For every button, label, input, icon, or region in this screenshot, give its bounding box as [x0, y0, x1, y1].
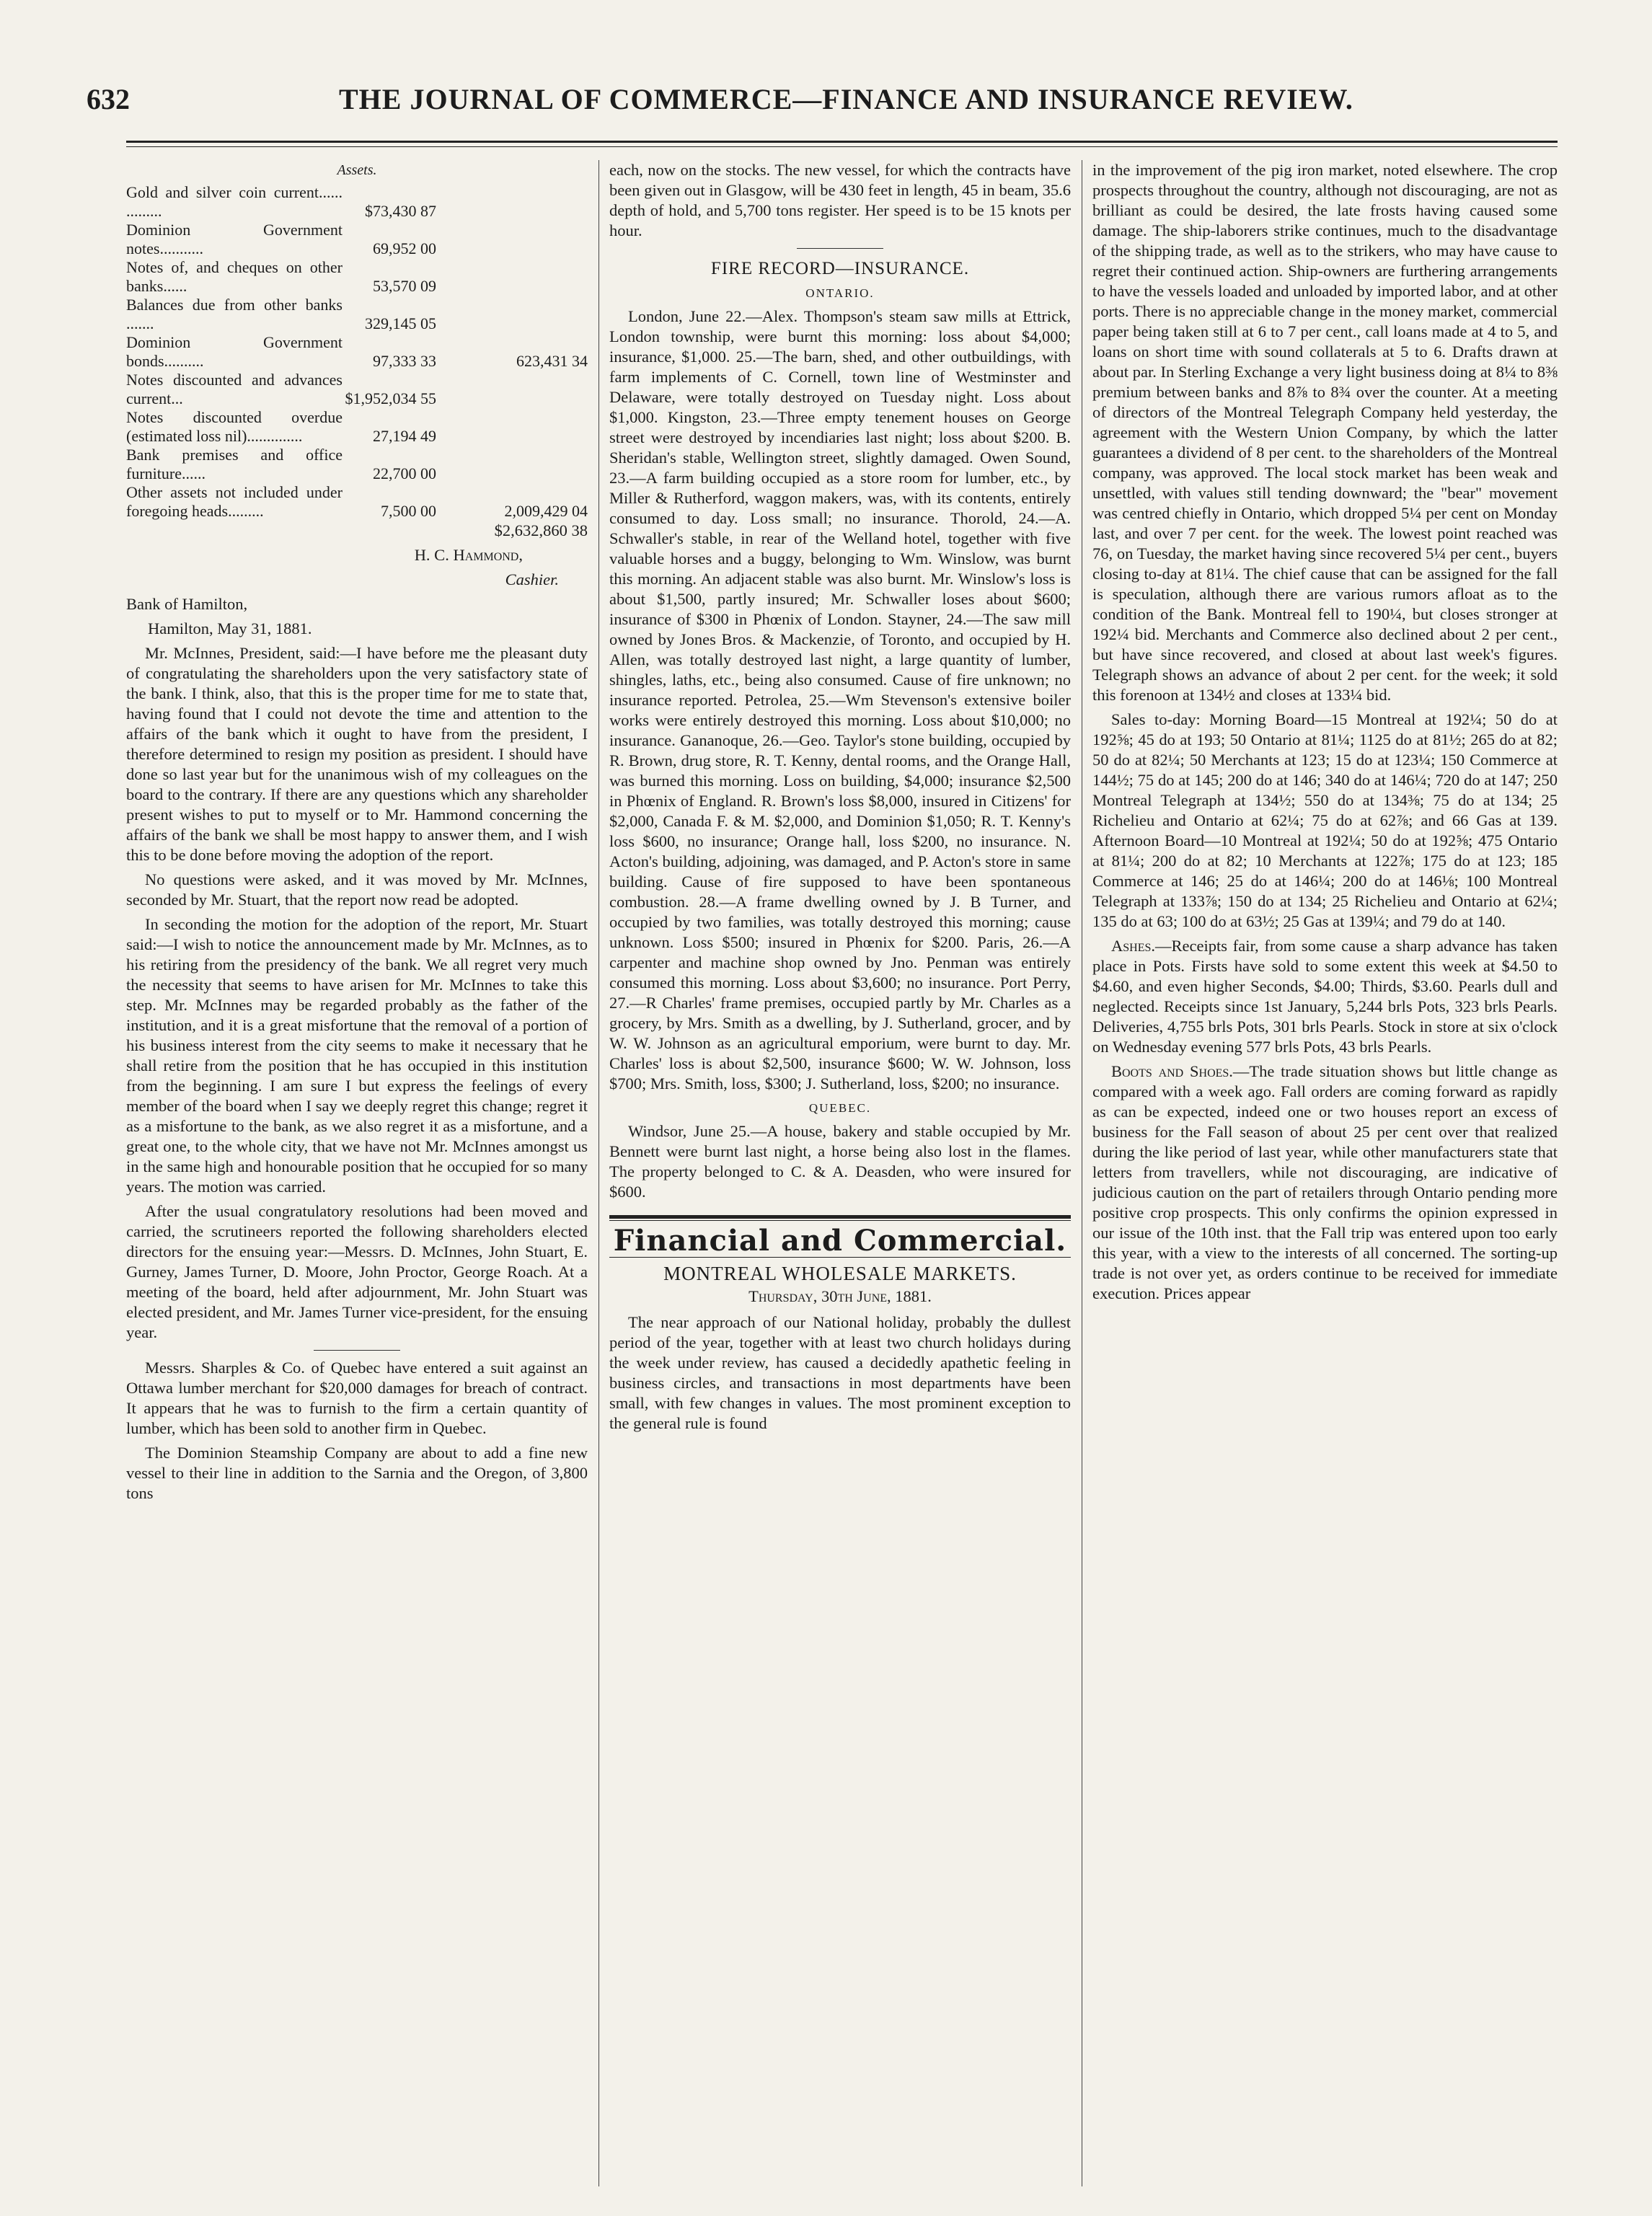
table-row — [126, 333, 588, 371]
paragraph-dominion: The Dominion Steamship Company are about to add a fine new vessel to their line in addition to the Sarnia and the Oregon, of 3,800 tons — [126, 1444, 588, 1502]
asset-amount: 97,333 33 — [373, 352, 436, 370]
asset-amount: 7,500 00 — [381, 502, 436, 520]
page-header — [87, 78, 1572, 128]
paragraph-boots — [1092, 1061, 1558, 1304]
table-row — [126, 408, 588, 446]
subsection-ontario: ONTARIO. — [805, 286, 875, 300]
asset-label: Notes discounted overdue (estimated loss nil).............. — [126, 408, 343, 445]
section-divider — [797, 248, 883, 249]
signer-title: Cashier. — [505, 570, 559, 588]
boots-text: —The trade situation shows but little change as compared with a week ago. Fall orders are coming forward as rapidly as can be expected, indeed one or two houses report an excess of business for the Fall season of about 25 per cent over that realized during the like period of last year, while other manufacturers state that letters from travellers, while not discouraging, are indicative of judicious caution on the part of retailers through Ontario pending more positive crop prospects. This only confirms the opinion expressed in our issue of the 10th inst. that the Fall trip was entered upon too early this year, with a view to the interests of all concerned. The sorting-up trade is not over yet, as orders continue to be received for immediate execution. Prices appear — [1092, 1062, 1558, 1302]
table-row — [126, 483, 588, 521]
section-banner-financial: Financial and Commercial. — [613, 1224, 1067, 1258]
paragraph-ashes — [1092, 936, 1558, 1057]
header-rule-thin — [126, 146, 1558, 147]
assets-table — [126, 183, 588, 521]
section-title-fire-record: FIRE RECORD—INSURANCE. — [710, 259, 970, 278]
asset-amount: 22,700 00 — [373, 464, 436, 482]
asset-label: Balances due from other banks ....... — [126, 296, 343, 332]
asset-subtotal: 623,431 34 — [516, 352, 588, 370]
asset-label: Bank premises and office furniture...... — [126, 446, 343, 482]
signer-name: H. C. Hammond, — [414, 546, 523, 564]
table-row — [126, 446, 588, 483]
paragraph-continuation: in the improvement of the pig iron market, noted elsewhere. The crop prospects throughout the country, although not discouraging, are not as brilliant as could be desired, the late frosts having caused some damage. The ship-laborers strike continues, much to the disadvantage of the shipping trade, as well as to the strikers, who may have cause to regret their continued action. Ship-owners are furthering arrangements to have the vessels loaded and unloaded by imported labor, and at other ports. There is no appreciable change in the money market, commercial paper being taken still at 6 to 7 per cent., call loans made at 4 to 5, and loans on short time with sound collaterals at 5 to 6. Drafts drawn at about par. In Sterling Exchange a very light business doing at 8¼ to 8⅜ premium between banks and 8⅞ to 8¾ over the counter. At a meeting of directors of the Montreal Telegraph Company held yesterday, the agreement with the Western Union Company, by which the latter guarantees a dividend of 8 per cent. to the shareholders of the Montreal company, was approved. The local stock market has been weak and unsettled, with values still tending downward; the "bear" movement was centred chiefly in Ontario, which dropped 5¼ per cent on Monday last, and over 7 per cent. for the week. The lowest point reached was 76, on Tuesday, the market having since recovered 5¼ per cent., buyers closing to-day at 81¼. The chief cause that can be assigned for the fall is speculation, although there are various rumors afloat as to the condition of the Bank. Montreal fell to 190¼, but closes stronger at 192¼ bid. Merchants and Commerce also declined about 2 per cent., but have since recovered, and closed at about last week's figures. Telegraph shows an advance of about 2 per cent. for the week; it sold this forenoon at 134½ and closes at 133¼ bid. — [1092, 161, 1558, 704]
dateline-bank: Bank of Hamilton, — [126, 595, 248, 613]
paragraph-quebec: Windsor, June 25.—A house, bakery and stable occupied by Mr. Bennett were burnt last night, a horse being also lost in the flames. The property belonged to C. & A. Deasden, who were insured for $600. — [609, 1122, 1071, 1201]
paragraph: Mr. McInnes, President, said:—I have before me the pleasant duty of congratulating the shareholders upon the very satisfactory state of the bank. I think, also, that this is the proper time for me to state that, having found that I could not devote the time and attention to the affairs of the bank which it ought to have from the president, I therefore determined to resign my position as president. I should have done so last year but for the unanimous wish of my colleagues on the board to the contrary. If there are any questions which any shareholder present wishes to put to myself or to Mr. Hammond concerning the affairs of the bank we shall be most happy to answer them, and I wish this to be done before moving the adoption of the report. — [126, 644, 588, 864]
paragraph-sales: Sales to-day: Morning Board—15 Montreal at 192¼; 50 do at 192⅝; 45 do at 193; 50 Ontario at 81¼; 1125 do at 81½; 265 do at 82; 50 do at 82¼; 50 Merchants at 123; 15 do at 123¼; 150 Commerce at 144½; 75 do at 145; 200 do at 146; 340 do at 146¼; 720 do at 147; 250 Montreal Telegraph at 134½; 550 do at 134⅜; 75 do at 134; 25 Richelieu and Ontario at 62¼; 75 do at 62⅞; and 66 Gas at 139. Afternoon Board—10 Montreal at 192¼; 50 do at 192⅝; 475 Ontario at 81¼; 200 do at 82; 10 Merchants at 122⅞; 175 do at 123; 185 Commerce at 146; 25 do at 146¼; 200 do at 146⅛; 100 Montreal Telegraph at 133⅞; 150 do at 134; 25 Richelieu and Ontario at 62¼; 135 do at 63; 100 do at 63½; 25 Gas at 139¼; and 79 do at 140. — [1092, 710, 1558, 930]
asset-label: Notes of, and cheques on other banks...... — [126, 258, 343, 295]
markets-date: Thursday, 30th June, 1881. — [748, 1287, 932, 1305]
paragraph: After the usual congratulatory resolutions had been moved and carried, the scrutineers reported the following shareholders elected directors for the ensuing year:—Messrs. D. McInnes, John Stuart, E. Gurney, James Turner, D. Moore, John Proctor, George Roach. At a meeting of the board, held after adjournment, Mr. John Stuart was elected president, and Mr. James Turner vice-president, for the ensuing year. — [126, 1202, 588, 1341]
paragraph-sharples: Messrs. Sharples & Co. of Quebec have entered a suit against an Ottawa lumber merchant for $20,000 damages for breach of contract. It appears that he was to furnish to the firm a certain quantity of lumber, which has been sold to another firm in Quebec. — [126, 1359, 588, 1437]
asset-label: Dominion Government bonds.......... — [126, 333, 343, 370]
asset-subtotal: 2,009,429 04 — [504, 502, 588, 520]
ashes-text: —Receipts fair, from some cause a sharp advance has taken place in Pots. Firsts have sold to some extent this week at $4.50 to $4.60, and even higher Seconds, $4.00; Thirds, $3.60. Pearls dull and neglected. Receipts since 1st January, 5,244 brls Pots, 323 brls Pearls. Deliveries, 4,755 brls Pots, 301 brls Pearls. Stock in store at six o'clock on Wednesday evening 577 brls Pots, 43 brls Pearls. — [1092, 937, 1558, 1056]
assets-title: Assets. — [337, 162, 377, 178]
asset-amount: 27,194 49 — [373, 427, 436, 445]
table-row — [126, 183, 588, 221]
paragraph-continuation: each, now on the stocks. The new vessel, for which the contracts have been given out in Glasgow, will be 430 feet in length, 45 in beam, 35.6 depth of hold, and 5,700 tons register. Her speed is to be 15 knots per hour. — [609, 161, 1071, 239]
asset-amount: 53,570 09 — [373, 277, 436, 295]
asset-amount: $1,952,034 55 — [345, 389, 436, 407]
asset-amount: $73,430 87 — [365, 202, 436, 220]
asset-label: Gold and silver coin current...... ......... — [126, 183, 343, 220]
asset-amount: 69,952 00 — [373, 239, 436, 257]
paragraph-ontario: London, June 22.—Alex. Thompson's steam saw mills at Ettrick, London township, were burnt this morning: loss about $4,000; insurance, $1,000. 25.—The barn, shed, and other outbuildings, with farm implements of C. Cornell, town line of Westminster and Delaware, were totally destroyed on Tuesday night. Loss about $1,000. Kingston, 23.—Three empty tenement houses on George street were destroyed by incendiaries last night; loss about $200. B. Sheridan's stable, Wellington street, slightly damaged. Owen Sound, 23.—A farm building occupied as a store room for lumber, etc., by Miller & Rutherford, waggon makers, was, with its contents, entirely consumed to day. Loss small; no insurance. Thorold, 24.—A. Schwaller's stable, in rear of the Welland hotel, together with five valuable horses and a buggy, belonging to Wm. Winslow, was burnt this morning. An adjacent stable was also burnt. Mr. Winslow's loss is about $1,500, partly insured; Mr. Schwaller loses about $600; insurance of $300 in Phœnix of London. Stayner, 24.—The saw mill owned by Jones Bros. & Mackenzie, of Toronto, and occupied by H. Allen, was totally destroyed last night, a large quantity of lumber, shingles, laths, etc., being also consumed. Cause of fire unknown; no insurance reported. Petrolea, 25.—Wm Stevenson's extensive boiler works were entirely destroyed this morning. Loss about $10,000; no insurance. Gananoque, 26.—Geo. Taylor's stone building, occupied by R. Brown, drug store, R. T. Kenny, dental rooms, and the Orange Hall, was burned this morning. Loss on building, $4,000; insurance $2,500 in Phœnix of England. R. Brown's loss $8,000, insured in Citizens' for $2,000, Canada F. & M. $2,000, and Dominion $1,050; R. T. Kenny's loss $600, no insurance; Orange hall, loss $200, no insurance. N. Acton's building, adjoining, was damaged, and P. Acton's store in same building. Cause of fire supposed to have been spontaneous combustion. 28.—A frame dwelling owned by J. B Turner, and occupied by two families, was totally destroyed this morning; cause unknown. Loss $500; insured in Phœnix for $200. Paris, 26.—A carpenter and machine shop owned by Jno. Penman was entirely consumed this morning. Loss about $3,600; no insurance. Port Perry, 27.—R Charles' frame premises, occupied partly by Mr. Charles as a grocery, by Mrs. Smith as a dwelling, by J. Sutherland, grocer, and by W. W. Johnson as an agricultural emporium, were burnt to day. Mr. Charles' loss is about $2,500, insurance $600; W. W. Johnson, loss $700; Mrs. Smith, loss, $300; J. Sutherland, loss, $200; no insurance. — [609, 307, 1071, 1092]
banner-rule — [609, 1215, 1071, 1219]
asset-amount: 329,145 05 — [365, 314, 436, 332]
column-2 — [609, 160, 1071, 2197]
table-row — [126, 258, 588, 296]
banner-rule-thin — [609, 1220, 1071, 1221]
ashes-heading: Ashes. — [1111, 937, 1155, 955]
header-rule — [126, 141, 1558, 143]
column-1 — [126, 160, 588, 2197]
subsection-quebec: QUEBEC. — [808, 1101, 872, 1115]
section-divider — [314, 1350, 400, 1351]
asset-label: Dominion Government notes........... — [126, 221, 343, 257]
page-number: 632 — [87, 83, 130, 115]
table-row — [126, 296, 588, 333]
asset-label: Other assets not included under foregoing heads......... — [126, 483, 343, 520]
table-row — [126, 371, 588, 408]
section-title-markets: MONTREAL WHOLESALE MARKETS. — [663, 1263, 1017, 1284]
table-row — [126, 221, 588, 258]
paragraph: No questions were asked, and it was moved by Mr. McInnes, seconded by Mr. Stuart, that the report now read be adopted. — [126, 870, 588, 909]
paragraph-markets-intro: The near approach of our National holiday, probably the dullest period of the year, together with at least two church holidays during the week under review, has caused a decidedly apathetic feeling in business circles, and transactions in most departments have been small, with few changes in values. The most prominent exception to the general rule is found — [609, 1313, 1071, 1432]
boots-heading: Boots and Shoes. — [1111, 1062, 1233, 1080]
column-3 — [1092, 160, 1558, 2197]
masthead-title: THE JOURNAL OF COMMERCE—FINANCE AND INSURANCE REVIEW. — [339, 83, 1353, 115]
paragraph: In seconding the motion for the adoption of the report, Mr. Stuart said:—I wish to notice the announcement made by Mr. McInnes, as to his retiring from the presidency of the bank. We all regret very much the necessity that seems to have arisen for Mr. McInnes to take this step. Mr. McInnes may be regarded probably as the father of the institution, and it is a great misfortune that the removal of a portion of his business interest from the city seems to make it necessary that he shall retire from the position that he has occupied in this institution from the beginning. I am sure I but express the feelings of every member of the board when I say we deeply regret this change; regret it as a misfortune to the bank, as we also regret it as a misfortune, and a great one, to the whole city, that we have not Mr. McInnes amongst us in the same high and honourable position that he occupied for so many years. The motion was carried. — [126, 915, 588, 1196]
asset-label: Notes discounted and advances current... — [126, 371, 343, 407]
assets-grand-total: $2,632,860 38 — [494, 521, 588, 539]
dateline-place: Hamilton, May 31, 1881. — [148, 619, 312, 637]
column-divider-1 — [598, 160, 599, 2186]
